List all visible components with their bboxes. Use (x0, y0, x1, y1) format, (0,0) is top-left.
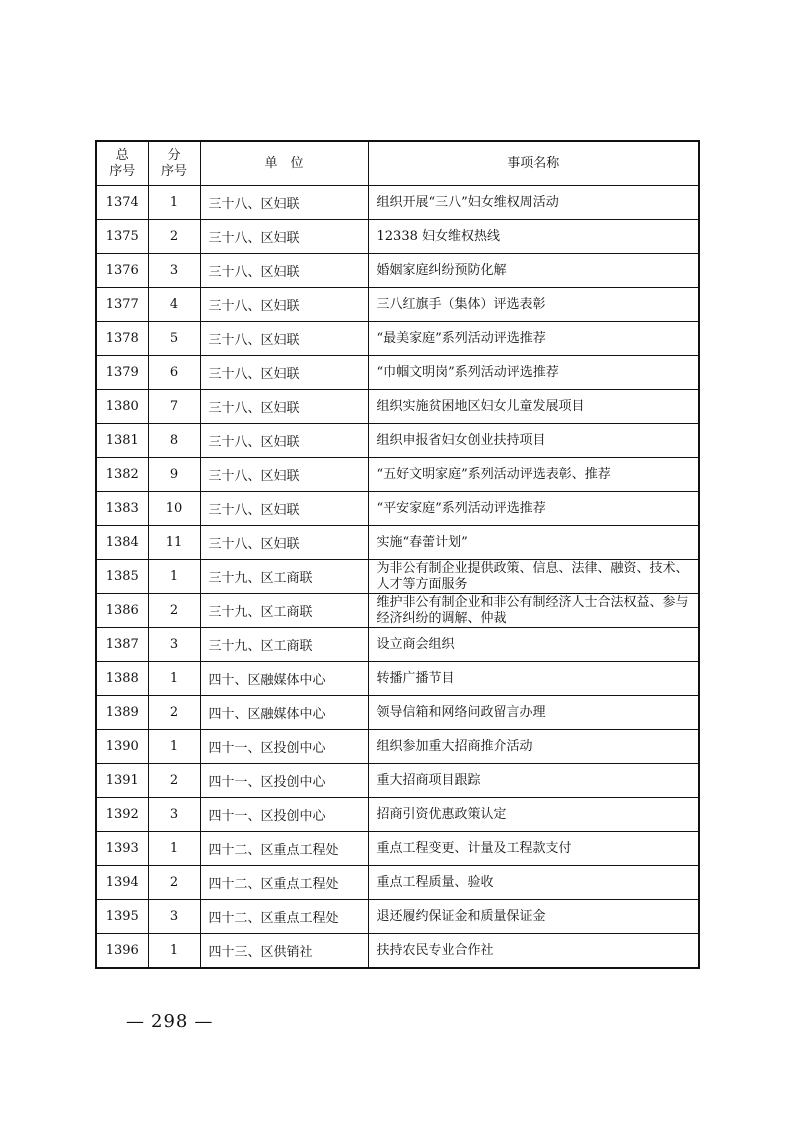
cell-sub-number: 3 (148, 798, 200, 832)
cell-total-number: 1375 (96, 220, 148, 254)
table-row (96, 560, 699, 594)
cell-unit: 四十一、区投创中心 (200, 798, 368, 832)
table-row (96, 662, 699, 696)
cell-unit: 三十八、区妇联 (200, 220, 368, 254)
cell-item-name: 设立商会组织 (368, 628, 699, 662)
cell-sub-number: 3 (148, 900, 200, 934)
cell-item-name: 婚姻家庭纠纷预防化解 (368, 254, 699, 288)
cell-item-name: 组织开展“三八”妇女维权周活动 (368, 186, 699, 220)
table-row (96, 730, 699, 764)
cell-total-number: 1378 (96, 322, 148, 356)
table-row (96, 900, 699, 934)
table-header-row (96, 141, 699, 186)
cell-total-number: 1382 (96, 458, 148, 492)
cell-unit: 三十八、区妇联 (200, 288, 368, 322)
cell-item-name: 12338 妇女维权热线 (368, 220, 699, 254)
cell-item-name: 转播广播节目 (368, 662, 699, 696)
table-row (96, 254, 699, 288)
cell-total-number: 1396 (96, 934, 148, 969)
header-unit: 单 位 (200, 141, 368, 186)
cell-total-number: 1377 (96, 288, 148, 322)
table-row (96, 764, 699, 798)
cell-sub-number: 2 (148, 220, 200, 254)
cell-unit: 三十八、区妇联 (200, 322, 368, 356)
cell-sub-number: 2 (148, 696, 200, 730)
cell-item-name: 三八红旗手（集体）评选表彰 (368, 288, 699, 322)
cell-total-number: 1387 (96, 628, 148, 662)
service-items-table (95, 140, 700, 969)
cell-unit: 四十一、区投创中心 (200, 764, 368, 798)
table-row (96, 288, 699, 322)
cell-sub-number: 5 (148, 322, 200, 356)
header-total-line1: 总 (115, 147, 129, 163)
cell-sub-number: 4 (148, 288, 200, 322)
cell-total-number: 1395 (96, 900, 148, 934)
cell-sub-number: 8 (148, 424, 200, 458)
table-row (96, 594, 699, 628)
cell-item-name: 组织实施贫困地区妇女儿童发展项目 (368, 390, 699, 424)
cell-item-name: 领导信箱和网络问政留言办理 (368, 696, 699, 730)
cell-unit: 三十八、区妇联 (200, 458, 368, 492)
cell-unit: 四十二、区重点工程处 (200, 866, 368, 900)
cell-item-name: 组织申报省妇女创业扶持项目 (368, 424, 699, 458)
cell-sub-number: 6 (148, 356, 200, 390)
cell-total-number: 1376 (96, 254, 148, 288)
cell-item-name: 重大招商项目跟踪 (368, 764, 699, 798)
footer-dash-right: — (194, 1011, 214, 1032)
cell-sub-number: 11 (148, 526, 200, 560)
cell-item-name: 重点工程变更、计量及工程款支付 (368, 832, 699, 866)
table-row (96, 220, 699, 254)
cell-sub-number: 1 (148, 934, 200, 969)
cell-unit: 三十八、区妇联 (200, 186, 368, 220)
cell-sub-number: 3 (148, 254, 200, 288)
cell-total-number: 1374 (96, 186, 148, 220)
table-row (96, 424, 699, 458)
cell-item-name: 维护非公有制企业和非公有制经济人士合法权益、参与经济纠纷的调解、仲裁 (368, 594, 699, 628)
cell-unit: 四十一、区投创中心 (200, 730, 368, 764)
cell-item-name: 实施“春蕾计划” (368, 526, 699, 560)
cell-unit: 三十八、区妇联 (200, 356, 368, 390)
cell-total-number: 1379 (96, 356, 148, 390)
cell-total-number: 1381 (96, 424, 148, 458)
cell-unit: 三十九、区工商联 (200, 560, 368, 594)
cell-unit: 三十九、区工商联 (200, 594, 368, 628)
cell-item-name: 招商引资优惠政策认定 (368, 798, 699, 832)
table-row (96, 628, 699, 662)
cell-unit: 四十三、区供销社 (200, 934, 368, 969)
table-row (96, 866, 699, 900)
cell-total-number: 1389 (96, 696, 148, 730)
cell-sub-number: 1 (148, 730, 200, 764)
cell-total-number: 1388 (96, 662, 148, 696)
cell-unit: 四十二、区重点工程处 (200, 832, 368, 866)
table-row (96, 934, 699, 969)
header-sub-number (148, 141, 200, 186)
cell-unit: 三十八、区妇联 (200, 390, 368, 424)
cell-sub-number: 7 (148, 390, 200, 424)
table-body (96, 186, 699, 969)
cell-sub-number: 2 (148, 764, 200, 798)
cell-total-number: 1390 (96, 730, 148, 764)
page-footer (120, 1011, 219, 1032)
cell-unit: 三十九、区工商联 (200, 628, 368, 662)
page-number: 298 (151, 1011, 189, 1032)
header-sub-line1: 分 (167, 147, 181, 163)
table-row (96, 492, 699, 526)
table-row (96, 526, 699, 560)
header-total-number (96, 141, 148, 186)
cell-item-name: “五好文明家庭”系列活动评选表彰、推荐 (368, 458, 699, 492)
header-item-name: 事项名称 (368, 141, 699, 186)
cell-total-number: 1393 (96, 832, 148, 866)
cell-total-number: 1380 (96, 390, 148, 424)
cell-sub-number: 10 (148, 492, 200, 526)
table-row (96, 390, 699, 424)
cell-total-number: 1383 (96, 492, 148, 526)
cell-item-name: “巾帼文明岗”系列活动评选推荐 (368, 356, 699, 390)
cell-item-name: 重点工程质量、验收 (368, 866, 699, 900)
cell-total-number: 1391 (96, 764, 148, 798)
cell-sub-number: 1 (148, 560, 200, 594)
cell-sub-number: 2 (148, 594, 200, 628)
header-sub-line2: 序号 (160, 163, 187, 179)
cell-item-name: 退还履约保证金和质量保证金 (368, 900, 699, 934)
cell-total-number: 1394 (96, 866, 148, 900)
cell-item-name: “平安家庭”系列活动评选推荐 (368, 492, 699, 526)
cell-total-number: 1386 (96, 594, 148, 628)
cell-sub-number: 1 (148, 662, 200, 696)
cell-unit: 三十八、区妇联 (200, 526, 368, 560)
table-row (96, 798, 699, 832)
cell-total-number: 1385 (96, 560, 148, 594)
table-row (96, 832, 699, 866)
cell-unit: 三十八、区妇联 (200, 492, 368, 526)
table-row (96, 322, 699, 356)
cell-sub-number: 9 (148, 458, 200, 492)
cell-unit: 四十二、区重点工程处 (200, 900, 368, 934)
cell-sub-number: 1 (148, 186, 200, 220)
table-row (96, 458, 699, 492)
cell-item-name: 组织参加重大招商推介活动 (368, 730, 699, 764)
cell-total-number: 1392 (96, 798, 148, 832)
table-row (96, 696, 699, 730)
cell-sub-number: 3 (148, 628, 200, 662)
table-row (96, 186, 699, 220)
footer-dash-left: — (126, 1011, 145, 1032)
cell-item-name: 为非公有制企业提供政策、信息、法律、融资、技术、人才等方面服务 (368, 560, 699, 594)
cell-unit: 三十八、区妇联 (200, 424, 368, 458)
cell-unit: 四十、区融媒体中心 (200, 662, 368, 696)
cell-sub-number: 2 (148, 866, 200, 900)
cell-unit: 四十、区融媒体中心 (200, 696, 368, 730)
cell-sub-number: 1 (148, 832, 200, 866)
cell-total-number: 1384 (96, 526, 148, 560)
table-row (96, 356, 699, 390)
cell-unit: 三十八、区妇联 (200, 254, 368, 288)
cell-item-name: 扶持农民专业合作社 (368, 934, 699, 969)
header-total-line2: 序号 (109, 163, 136, 179)
cell-item-name: “最美家庭”系列活动评选推荐 (368, 322, 699, 356)
